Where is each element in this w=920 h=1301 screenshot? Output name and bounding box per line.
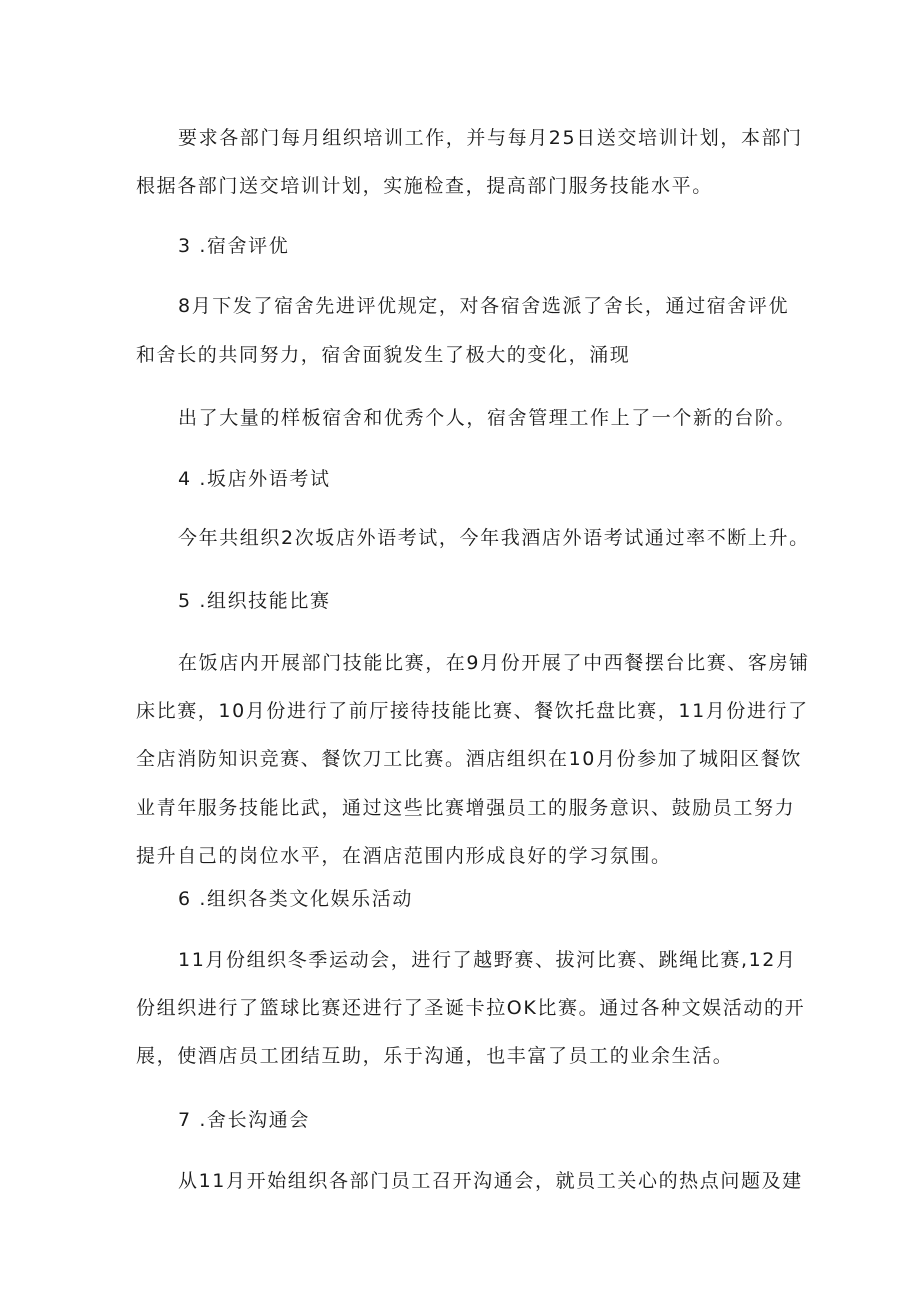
- paragraph-line: 8月下发了宿舍先进评优规定，对各宿舍选派了舍长，通过宿舍评优: [178, 295, 790, 317]
- section-heading: 5 .组织技能比赛: [178, 590, 331, 612]
- paragraph-line: 在饭店内开展部门技能比赛，在9月份开展了中西餐摆台比赛、客房铺: [178, 652, 810, 674]
- paragraph-line: 份组织进行了篮球比赛还进行了圣诞卡拉OK比赛。通过各种文娱活动的开: [136, 997, 806, 1019]
- paragraph-line: 今年共组织2次坂店外语考试，今年我酒店外语考试通过率不断上升。: [178, 527, 810, 549]
- paragraph-line: 全店消防知识竞赛、餐饮刀工比赛。酒店组织在10月份参加了城阳区餐饮: [136, 748, 802, 770]
- section-heading: 6 .组织各类文化娱乐活动: [178, 888, 413, 910]
- paragraph-line: 提升自己的岗位水平，在酒店范围内形成良好的学习氛围。: [136, 845, 672, 867]
- paragraph-line: 从11月开始组织各部门员工召开沟通会，就员工关心的热点问题及建: [178, 1170, 803, 1192]
- paragraph-line: 根据各部门送交培训计划，实施检查，提高部门服务技能水平。: [136, 175, 713, 197]
- section-heading: 7 .舍长沟通会: [178, 1109, 310, 1131]
- paragraph-line: 床比赛，10月份进行了前厅接待技能比赛、餐饮托盘比赛，11月份进行了: [136, 700, 809, 722]
- paragraph-line: 和舍长的共同努力，宿舍面貌发生了极大的变化，涌现: [136, 344, 631, 366]
- paragraph-line: 展，使酒店员工团结互助，乐于沟通，也丰富了员工的业余生活。: [136, 1045, 734, 1067]
- paragraph-line: 11月份组织冬季运动会，进行了越野赛、拔河比赛、跳绳比赛,12月: [178, 949, 797, 971]
- section-heading: 4 .坂店外语考试: [178, 468, 331, 490]
- paragraph-line: 要求各部门每月组织培训工作，并与每月25日送交培训计划，本部门: [178, 127, 803, 149]
- paragraph-line: 业青年服务技能比武，通过这些比赛增强员工的服务意识、鼓励员工努力: [136, 797, 796, 819]
- section-heading: 3 .宿舍评优: [178, 235, 290, 257]
- paragraph-line: 出了大量的样板宿舍和优秀个人，宿舍管理工作上了一个新的台阶。: [178, 407, 797, 429]
